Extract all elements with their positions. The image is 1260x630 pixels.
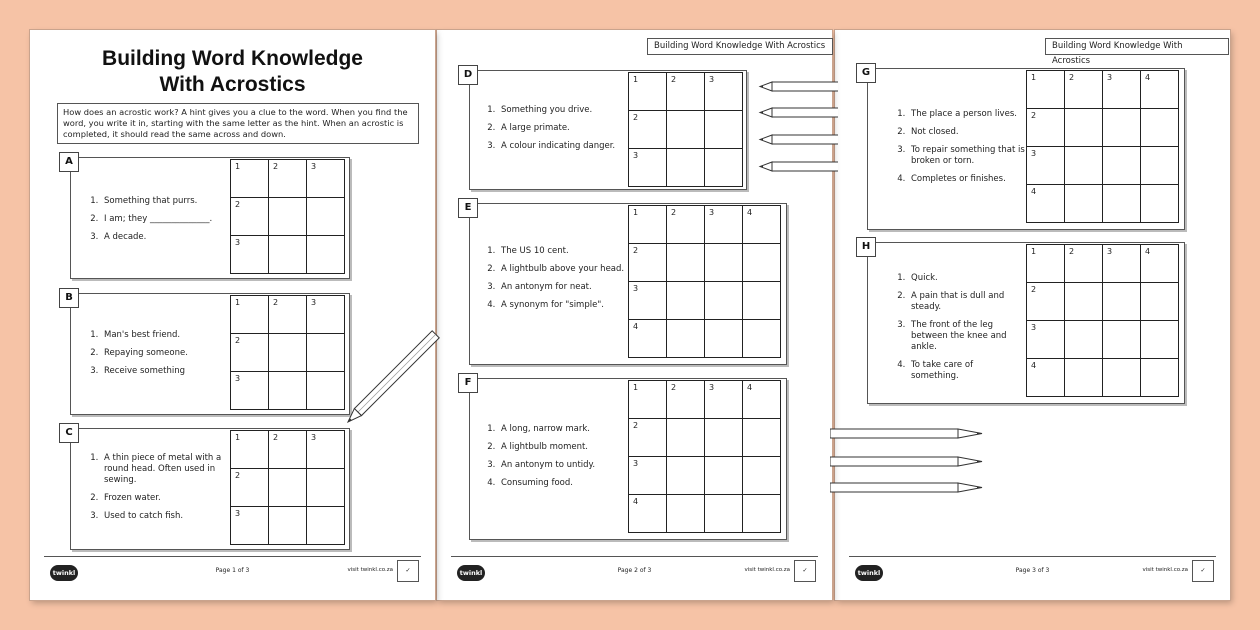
grid-cell[interactable] — [269, 296, 307, 334]
grid-cell[interactable] — [743, 320, 781, 358]
page-header: Building Word Knowledge With Acrostics — [647, 38, 833, 55]
twinkl-logo: twinkl — [457, 565, 485, 581]
clue: 1. Something you drive. — [498, 105, 648, 116]
grid-cell[interactable] — [743, 457, 781, 495]
section-a — [65, 156, 350, 279]
grid-cell[interactable] — [743, 244, 781, 282]
clue-list — [83, 453, 239, 529]
pencil-group-icon — [830, 425, 990, 497]
section-label: G — [856, 63, 876, 83]
grid-cell[interactable] — [231, 334, 269, 372]
acrostic-grid — [230, 430, 345, 545]
grid-cell[interactable] — [629, 320, 667, 358]
grid-cell[interactable] — [231, 236, 269, 274]
quality-badge-icon: ✓ — [397, 560, 419, 582]
grid-cell[interactable] — [231, 296, 269, 334]
grid-cell[interactable] — [1141, 245, 1179, 283]
cell-number: 1 — [633, 383, 639, 392]
grid-cell[interactable] — [1141, 283, 1179, 321]
cell-number: 2 — [235, 200, 241, 209]
grid-cell[interactable] — [1065, 71, 1103, 109]
grid-cell[interactable] — [307, 372, 345, 410]
acrostic-grid — [1026, 70, 1179, 223]
grid-cell[interactable] — [307, 198, 345, 236]
grid-cell[interactable] — [1141, 147, 1179, 185]
section-g — [861, 67, 1185, 230]
cell-number: 4 — [1145, 73, 1151, 82]
clue: 4. A synonym for "simple". — [498, 300, 628, 311]
twinkl-logo: twinkl — [50, 565, 78, 581]
acrostic-grid — [230, 295, 345, 410]
clue: 3. A decade. — [101, 232, 251, 243]
grid-cell[interactable] — [231, 431, 269, 469]
cell-number: 3 — [311, 298, 317, 307]
clue-list — [83, 196, 251, 250]
clue: 2. A pain that is dull and steady. — [908, 291, 1023, 313]
grid-cell[interactable] — [307, 236, 345, 274]
section-label: B — [59, 288, 79, 308]
site-link: visit twinkl.co.za — [744, 567, 790, 573]
clue: 4. Completes or finishes. — [908, 174, 1028, 185]
cell-number: 3 — [633, 151, 639, 160]
page-footer — [44, 556, 421, 591]
grid-cell[interactable] — [705, 457, 743, 495]
grid-cell[interactable] — [705, 73, 743, 111]
grid-cell[interactable] — [629, 495, 667, 533]
grid-cell[interactable] — [1103, 71, 1141, 109]
cell-number: 2 — [273, 162, 279, 171]
grid-cell[interactable] — [1103, 185, 1141, 223]
title-line-1: Building Word Knowledge — [102, 47, 363, 70]
cell-number: 4 — [747, 383, 753, 392]
section-label: D — [458, 65, 478, 85]
clue: 1. A long, narrow mark. — [498, 424, 628, 435]
cell-number: 3 — [235, 509, 241, 518]
grid-cell[interactable] — [629, 73, 667, 111]
section-d — [463, 69, 747, 190]
cell-number: 3 — [235, 374, 241, 383]
grid-cell[interactable] — [629, 244, 667, 282]
grid-cell[interactable] — [269, 469, 307, 507]
grid-cell[interactable] — [1065, 359, 1103, 397]
grid-cell[interactable] — [269, 236, 307, 274]
worksheet-page-3 — [835, 30, 1230, 600]
grid-cell[interactable] — [231, 507, 269, 545]
section-f — [464, 377, 787, 540]
clue: 2. Not closed. — [908, 127, 1028, 138]
clue: 1. Man's best friend. — [101, 330, 251, 341]
cell-number: 4 — [1031, 361, 1037, 370]
worksheet-page-1 — [30, 30, 435, 600]
grid-cell[interactable] — [231, 469, 269, 507]
cell-number: 1 — [235, 433, 241, 442]
site-link: visit twinkl.co.za — [1142, 567, 1188, 573]
clue: 2. Repaying someone. — [101, 348, 251, 359]
cell-number: 1 — [1031, 247, 1037, 256]
grid-cell[interactable] — [629, 282, 667, 320]
grid-cell[interactable] — [705, 381, 743, 419]
cell-number: 2 — [235, 471, 241, 480]
clue: 1. The US 10 cent. — [498, 246, 628, 257]
section-label: E — [458, 198, 478, 218]
grid-cell[interactable] — [705, 111, 743, 149]
grid-cell[interactable] — [1065, 147, 1103, 185]
clue-list — [890, 273, 1023, 389]
page-footer — [451, 556, 818, 591]
grid-cell[interactable] — [743, 495, 781, 533]
grid-cell[interactable] — [705, 419, 743, 457]
cell-number: 3 — [633, 284, 639, 293]
grid-cell[interactable] — [667, 381, 705, 419]
grid-cell[interactable] — [629, 381, 667, 419]
grid-cell[interactable] — [1065, 321, 1103, 359]
cell-number: 2 — [671, 208, 677, 217]
grid-cell[interactable] — [1027, 71, 1065, 109]
clue-list — [480, 424, 628, 496]
cell-number: 2 — [633, 421, 639, 430]
grid-cell[interactable] — [705, 206, 743, 244]
cell-number: 2 — [1031, 111, 1037, 120]
grid-cell[interactable] — [629, 457, 667, 495]
clue: 3. Used to catch fish. — [101, 511, 239, 522]
twinkl-logo: twinkl — [855, 565, 883, 581]
acrostic-grid — [1026, 244, 1179, 397]
cell-number: 3 — [311, 433, 317, 442]
cell-number: 2 — [273, 298, 279, 307]
cell-number: 1 — [1031, 73, 1037, 82]
grid-cell[interactable] — [1027, 147, 1065, 185]
page-number: Page 3 of 3 — [1015, 567, 1050, 574]
grid-cell[interactable] — [1027, 283, 1065, 321]
cell-number: 3 — [709, 208, 715, 217]
grid-cell[interactable] — [269, 160, 307, 198]
clue: 1. The place a person lives. — [908, 109, 1028, 120]
clue-list — [480, 246, 628, 318]
grid-cell[interactable] — [1103, 359, 1141, 397]
section-h — [861, 241, 1185, 404]
grid-cell[interactable] — [1141, 71, 1179, 109]
clue: 1. Something that purrs. — [101, 196, 251, 207]
grid-cell[interactable] — [1065, 109, 1103, 147]
grid-cell[interactable] — [231, 160, 269, 198]
grid-cell[interactable] — [743, 419, 781, 457]
clue: 3. An antonym for neat. — [498, 282, 628, 293]
cell-number: 3 — [709, 75, 715, 84]
clue: 2. A lightbulb moment. — [498, 442, 628, 453]
page-header: Building Word Knowledge With Acrostics — [1045, 38, 1229, 55]
cell-number: 4 — [1031, 187, 1037, 196]
grid-cell[interactable] — [1065, 185, 1103, 223]
clue-list — [480, 105, 648, 159]
grid-cell[interactable] — [705, 282, 743, 320]
title-line-2: With Acrostics — [159, 73, 306, 96]
grid-cell[interactable] — [743, 381, 781, 419]
cell-number: 3 — [1107, 247, 1113, 256]
section-label: F — [458, 373, 478, 393]
grid-cell[interactable] — [1027, 109, 1065, 147]
cell-number: 2 — [633, 246, 639, 255]
clue: 2. I am; they ______________. — [101, 214, 251, 225]
site-link: visit twinkl.co.za — [347, 567, 393, 573]
grid-cell[interactable] — [269, 372, 307, 410]
page-footer — [849, 556, 1216, 591]
acrostic-grid — [230, 159, 345, 274]
clue-list — [890, 109, 1028, 192]
grid-cell[interactable] — [667, 282, 705, 320]
cell-number: 3 — [235, 238, 241, 247]
grid-cell[interactable] — [307, 296, 345, 334]
grid-cell[interactable] — [1103, 245, 1141, 283]
cell-number: 3 — [633, 459, 639, 468]
quality-badge-icon: ✓ — [1192, 560, 1214, 582]
clue: 2. A lightbulb above your head. — [498, 264, 628, 275]
section-b — [65, 292, 350, 415]
grid-cell[interactable] — [1027, 245, 1065, 283]
clue: 2. A large primate. — [498, 123, 648, 134]
grid-cell[interactable] — [307, 431, 345, 469]
clue: 3. The front of the leg between the knee and ankle. — [908, 320, 1023, 353]
cell-number: 1 — [633, 75, 639, 84]
grid-cell[interactable] — [1027, 321, 1065, 359]
grid-cell[interactable] — [667, 419, 705, 457]
grid-cell[interactable] — [667, 457, 705, 495]
grid-cell[interactable] — [1103, 321, 1141, 359]
intro-text: How does an acrostic work? A hint gives you a clue to the word. When you find the word, you write it in, starting with the same letter as the hint. When an acrostic is completed, it should read the same across and down. — [57, 103, 419, 144]
grid-cell[interactable] — [1141, 321, 1179, 359]
grid-cell[interactable] — [667, 495, 705, 533]
clue: 4. Consuming food. — [498, 478, 628, 489]
grid-cell[interactable] — [743, 282, 781, 320]
cell-number: 2 — [671, 75, 677, 84]
grid-cell[interactable] — [629, 419, 667, 457]
grid-cell[interactable] — [1103, 147, 1141, 185]
cell-number: 4 — [1145, 247, 1151, 256]
cell-number: 3 — [1031, 149, 1037, 158]
clue: 3. Receive something — [101, 366, 251, 377]
grid-cell[interactable] — [1027, 359, 1065, 397]
cell-number: 3 — [709, 383, 715, 392]
grid-cell[interactable] — [1141, 185, 1179, 223]
cell-number: 2 — [1031, 285, 1037, 294]
cell-number: 2 — [273, 433, 279, 442]
cell-number: 3 — [311, 162, 317, 171]
grid-cell[interactable] — [1103, 109, 1141, 147]
grid-cell[interactable] — [231, 372, 269, 410]
grid-cell[interactable] — [1065, 283, 1103, 321]
section-e — [464, 202, 787, 365]
acrostic-grid — [628, 380, 781, 533]
acrostic-grid — [628, 205, 781, 358]
cell-number: 4 — [633, 322, 639, 331]
grid-cell[interactable] — [1141, 109, 1179, 147]
quality-badge-icon: ✓ — [794, 560, 816, 582]
clue: 3. An antonym to untidy. — [498, 460, 628, 471]
grid-cell[interactable] — [1027, 185, 1065, 223]
grid-cell[interactable] — [307, 160, 345, 198]
page-title — [30, 46, 435, 98]
grid-cell[interactable] — [629, 111, 667, 149]
cell-number: 2 — [633, 113, 639, 122]
grid-cell[interactable] — [269, 334, 307, 372]
grid-cell[interactable] — [269, 198, 307, 236]
clue: 1. Quick. — [908, 273, 1023, 284]
grid-cell[interactable] — [307, 469, 345, 507]
grid-cell[interactable] — [307, 334, 345, 372]
cell-number: 3 — [1031, 323, 1037, 332]
cell-number: 2 — [1069, 73, 1075, 82]
grid-cell[interactable] — [629, 149, 667, 187]
cell-number: 1 — [235, 298, 241, 307]
cell-number: 2 — [1069, 247, 1075, 256]
pencil-group-icon — [758, 78, 838, 178]
grid-cell[interactable] — [667, 149, 705, 187]
grid-cell[interactable] — [629, 206, 667, 244]
grid-cell[interactable] — [269, 507, 307, 545]
clue: 1. A thin piece of metal with a round head. Often used in sewing. — [101, 453, 239, 486]
clue-list — [83, 330, 251, 384]
grid-cell[interactable] — [1103, 283, 1141, 321]
grid-cell[interactable] — [1141, 359, 1179, 397]
clue: 3. To repair something that is broken or torn. — [908, 145, 1028, 167]
cell-number: 3 — [1107, 73, 1113, 82]
cell-number: 2 — [671, 383, 677, 392]
grid-cell[interactable] — [705, 320, 743, 358]
section-c — [65, 427, 350, 550]
grid-cell[interactable] — [667, 111, 705, 149]
clue: 2. Frozen water. — [101, 493, 239, 504]
grid-cell[interactable] — [705, 149, 743, 187]
grid-cell[interactable] — [667, 206, 705, 244]
grid-cell[interactable] — [231, 198, 269, 236]
page-number: Page 1 of 3 — [215, 567, 250, 574]
grid-cell[interactable] — [705, 244, 743, 282]
acrostic-grid — [628, 72, 743, 187]
grid-cell[interactable] — [705, 495, 743, 533]
cell-number: 1 — [633, 208, 639, 217]
grid-cell[interactable] — [743, 206, 781, 244]
clue: 4. To take care of something. — [908, 360, 1023, 382]
grid-cell[interactable] — [269, 431, 307, 469]
cell-number: 1 — [235, 162, 241, 171]
section-label: A — [59, 152, 79, 172]
cell-number: 4 — [633, 497, 639, 506]
grid-cell[interactable] — [667, 244, 705, 282]
clue: 3. A colour indicating danger. — [498, 141, 648, 152]
section-label: C — [59, 423, 79, 443]
grid-cell[interactable] — [667, 73, 705, 111]
grid-cell[interactable] — [307, 507, 345, 545]
section-label: H — [856, 237, 876, 257]
grid-cell[interactable] — [1065, 245, 1103, 283]
pencil-icon — [340, 330, 440, 430]
cell-number: 2 — [235, 336, 241, 345]
grid-cell[interactable] — [667, 320, 705, 358]
page-number: Page 2 of 3 — [617, 567, 652, 574]
cell-number: 4 — [747, 208, 753, 217]
